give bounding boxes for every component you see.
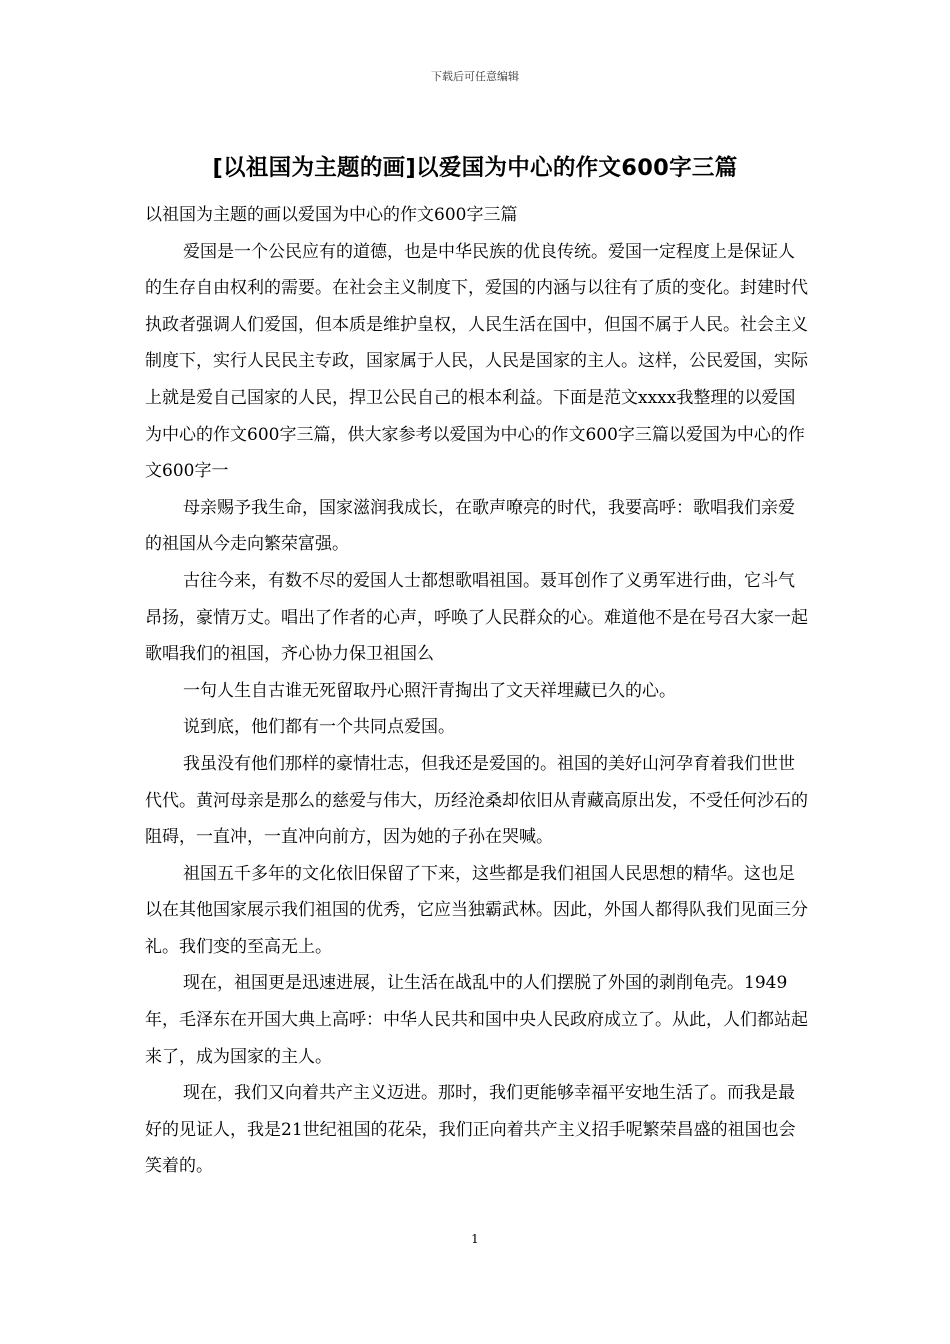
paragraph: 说到底，他们都有一个共同点爱国。: [183, 717, 455, 738]
paragraph: 我虽没有他们那样的豪情壮志，但我还是爱国的。祖国的美好山河孕育着我们世世代代。黄河母亲是那么的慈爱与伟大，历经沧桑却依旧从青藏高原出发，不受任何沙石的阻碍，一直冲，一直冲向前方，因为她的子孙在哭喊。: [145, 753, 808, 848]
paragraph: 现在，祖国更是迅速进展，让生活在战乱中的人们摆脱了外国的剥削龟壳。1949年，毛泽东在开国大典上高呼：中华人民共和国中央人民政府成立了。从此，人们都站起来了，成为国家的主人。: [145, 973, 808, 1067]
document-body: [145, 197, 810, 1185]
document-subtitle: 以祖国为主题的画以爱国为中心的作文600字三篇: [145, 205, 518, 225]
paragraph: 一句人生自古谁无死留取丹心照汗青掏出了文天祥埋藏已久的心。: [183, 680, 676, 701]
paragraph: 祖国五千多年的文化依旧保留了下来，这些都是我们祖国人民思想的精华。这也足以在其他国家展示我们祖国的优秀，它应当独霸武林。因此，外国人都得队我们见面三分礼。我们变的至高无上。: [145, 863, 808, 957]
paragraph: 现在，我们又向着共产主义迈进。那时，我们更能够幸福平安地生活了。而我是最好的见证人，我是21世纪祖国的花朵，我们正向着共产主义招手呢繁荣昌盛的祖国也会笑着的。: [145, 1083, 796, 1177]
document-title: [以祖国为主题的画]以爱国为中心的作文600字三篇: [212, 155, 738, 181]
page-number: 1: [471, 1232, 479, 1246]
paragraph-intro: 爱国是一个公民应有的道德，也是中华民族的优良传统。爱国一定程度上是保证人的生存自由权利的需要。在社会主义制度下，爱国的内涵与以往有了质的变化。封建时代执政者强调人们爱国，但本质是维护皇权，人民生活在国中，但国不属于人民。社会主义制度下，实行人民民主专政，国家属于人民，人民是国家的主人。这样，公民爱国，实际上就是爱自己国家的人民，捍卫公民自己的根本利益。下面是范文xxxx我整理的以爱国为中心的作文600字三篇，供大家参考以爱国为中心的作文600字三篇以爱国为中心的作文600字一: [145, 241, 808, 482]
page-header-note: 下载后可任意编辑: [431, 70, 519, 83]
paragraph: 古往今来，有数不尽的爱国人士都想歌唱祖国。聂耳创作了义勇军进行曲，它斗气昂扬，豪情万丈。唱出了作者的心声，呼唤了人民群众的心。难道他不是在号召大家一起歌唱我们的祖国，齐心协力保卫祖国么: [145, 570, 808, 665]
paragraph: 母亲赐予我生命，国家滋润我成长，在歌声嘹亮的时代，我要高呼：歌唱我们亲爱的祖国从今走向繁荣富强。: [145, 497, 795, 555]
